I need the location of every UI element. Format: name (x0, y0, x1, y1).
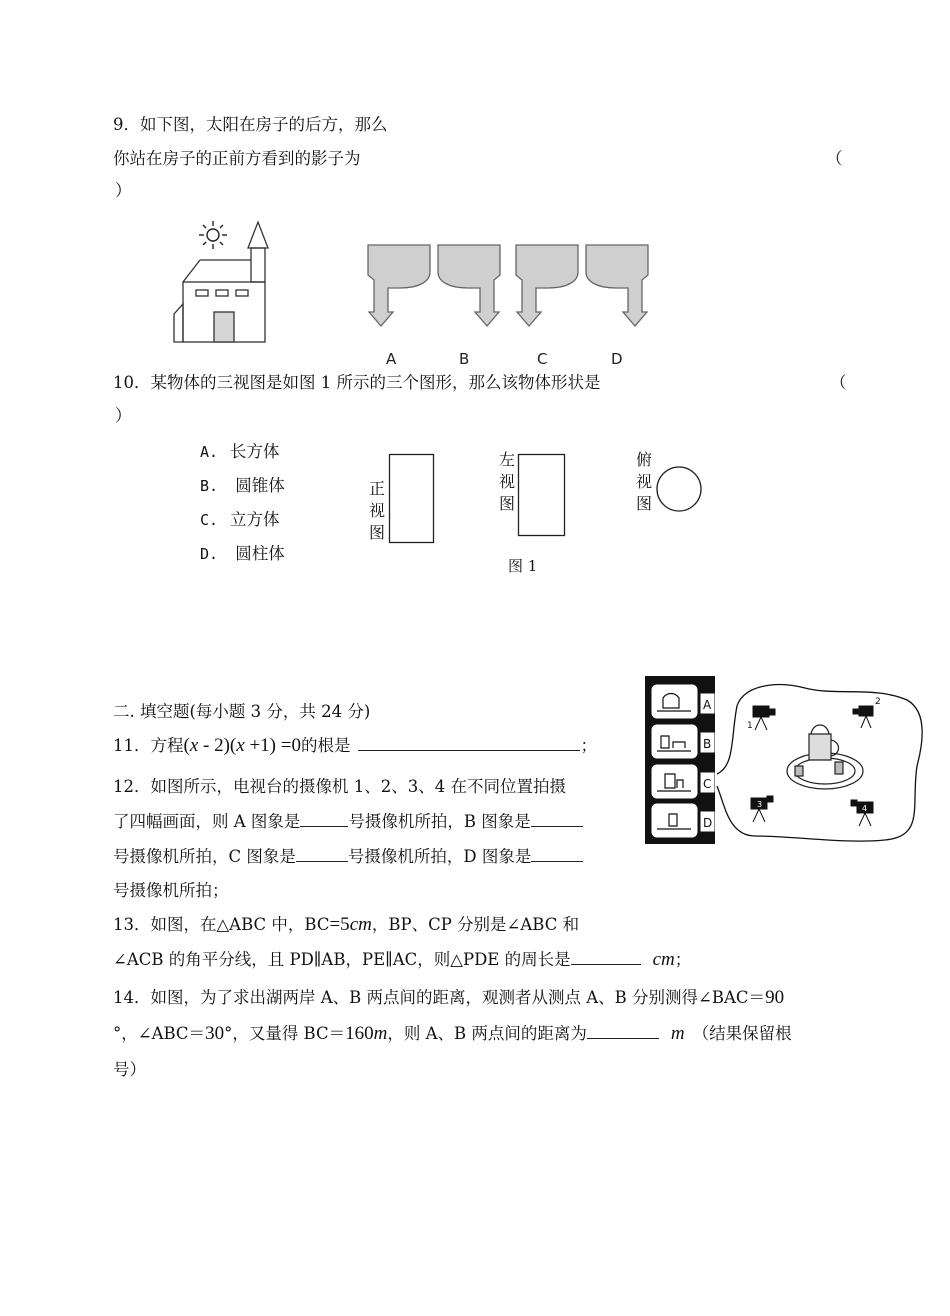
q13-bc-value: =5 (329, 914, 350, 935)
q11-prefix: 11．方程 (113, 736, 184, 755)
choice-d-text: 圆柱体 (230, 544, 285, 563)
q11-suffix: 的根是 (300, 736, 351, 755)
q9-paren-close: ） (115, 181, 132, 200)
camera-figure (645, 676, 927, 846)
q11-line (113, 736, 597, 756)
q14-line3: 号） (113, 1060, 146, 1079)
q14-line2 (113, 1024, 792, 1044)
shadow-option-d (586, 245, 648, 326)
panel-label-a: A (703, 698, 712, 712)
sun-icon (199, 221, 227, 249)
front-view-label: 正视图 (368, 479, 385, 542)
left-view-label: 左视图 (498, 450, 515, 513)
q13-answer-blank[interactable] (571, 950, 641, 965)
choice-c (200, 510, 280, 530)
q11-end: ； (580, 736, 597, 755)
section2-heading: 二. 填空题(每小题 3 分，共 24 分) (113, 702, 371, 721)
top-view-label: 俯视图 (635, 450, 652, 513)
q14-bc-unit: m (373, 1023, 388, 1044)
q12-blank-b[interactable] (531, 812, 583, 827)
q11-equation (184, 735, 301, 756)
q13-line1 (113, 915, 579, 935)
q12-line1: 12．如图所示，电视台的摄像机 1、2、3、4 在不同位置拍摄 (113, 777, 566, 796)
q12-blank-a[interactable] (300, 812, 348, 827)
shadow-option-b (438, 245, 500, 326)
option-label-a: A (386, 350, 397, 368)
top-view-circle (656, 466, 704, 514)
choice-a (200, 442, 280, 462)
choice-d (200, 544, 285, 564)
q14-unit: m (670, 1023, 685, 1044)
q13-line1a: 13．如图，在△ABC 中，BC (113, 915, 330, 934)
q12-blank-d[interactable] (531, 847, 583, 862)
q12-blank-c[interactable] (296, 847, 348, 862)
camera-2-icon (853, 706, 873, 728)
choice-b-text: 圆锥体 (230, 476, 285, 495)
shadow-option-c (516, 245, 578, 326)
q13-line1b: ，BP、CP 分别是∠ABC 和 (371, 915, 580, 934)
q14-answer-blank[interactable] (587, 1024, 659, 1039)
q14-bc-value: 160 (345, 1023, 374, 1044)
cable-loop (717, 685, 922, 842)
q11-eq-x2: x (236, 735, 245, 756)
q9-paren-open: （ (826, 149, 843, 168)
camera-1-icon (753, 706, 775, 730)
shadow-options (360, 240, 660, 370)
q14-line2a: °，∠ABC＝ (113, 1024, 206, 1043)
option-label-d: D (611, 350, 623, 368)
house-figure (170, 218, 280, 348)
q12-line2a: 了四幅画面，则 A 图象是 (113, 812, 301, 831)
choice-d-key: D. (200, 545, 219, 563)
panel-label-d: D (703, 816, 713, 830)
front-view-rect (389, 454, 435, 544)
q12-line3b: 号摄像机所拍，D 图象是 (347, 847, 532, 866)
q14-line2b: °，又量得 BC＝ (224, 1024, 346, 1043)
q11-eq-part3: +1) =0 (244, 735, 301, 756)
q14-line2c: ，则 A、B 两点间的距离为 (387, 1024, 587, 1043)
q10-paren-close: ） (115, 406, 132, 425)
q11-eq-part2: - 2)( (198, 735, 237, 756)
q11-eq-x1: x (189, 735, 199, 756)
shadow-option-a (368, 245, 430, 326)
panel-label-c: C (703, 777, 712, 791)
q12-line3 (113, 847, 583, 867)
option-label-c: C (537, 350, 548, 368)
q13-bc-unit: cm (349, 914, 372, 935)
q13-unit: cm (652, 949, 675, 970)
q14-angle-bac: 90 (765, 987, 785, 1008)
q11-answer-blank[interactable] (358, 736, 580, 751)
q14-line1a: 14．如图，为了求出湖两岸 A、B 两点间的距离，观测者从测点 A、B 分别测得∠BAC＝ (113, 988, 766, 1007)
panel-label-b: B (703, 737, 712, 751)
q13-line2 (113, 950, 691, 970)
camera-label-2: 2 (875, 697, 881, 707)
q14-angle-abc: 30 (205, 1023, 225, 1044)
choice-a-text: 长方体 (230, 442, 280, 461)
q13-line2a: ∠ACB 的角平分线，且 PD∥AB，PE∥AC，则△PDE 的周长是 (113, 950, 571, 969)
table-scene (787, 725, 863, 789)
q14-line2d: （结果保留根 (692, 1024, 792, 1043)
choice-b-key: B. (200, 477, 219, 495)
choice-c-text: 立方体 (230, 510, 280, 529)
q13-end: ； (674, 950, 692, 969)
q12-line2 (113, 812, 583, 832)
camera-label-1: 1 (747, 721, 753, 731)
q12-line3a: 号摄像机所拍，C 图象是 (113, 847, 296, 866)
q12-line4: 号摄像机所拍； (113, 881, 229, 900)
camera-label-3: 3 (757, 800, 763, 809)
q10-line1: 10．某物体的三视图是如图 1 所示的三个图形，那么该物体形状是 (113, 373, 601, 392)
q14-line1 (113, 988, 784, 1008)
q10-paren-open: （ (830, 373, 847, 392)
choice-c-key: C. (200, 511, 219, 529)
choice-b (200, 476, 285, 496)
left-view-rect (518, 454, 566, 537)
camera-label-4: 4 (862, 804, 868, 813)
figure-1-caption: 图 1 (508, 557, 538, 575)
q9-line2: 你站在房子的正前方看到的影子为 (113, 149, 361, 168)
q12-line2b: 号摄像机所拍，B 图象是 (348, 812, 531, 831)
q11-eq-part1: ( (183, 735, 190, 756)
q9-line1: 9．如下图，太阳在房子的后方，那么 (113, 115, 388, 134)
choice-a-key: A. (200, 443, 219, 461)
option-label-b: B (459, 350, 470, 368)
